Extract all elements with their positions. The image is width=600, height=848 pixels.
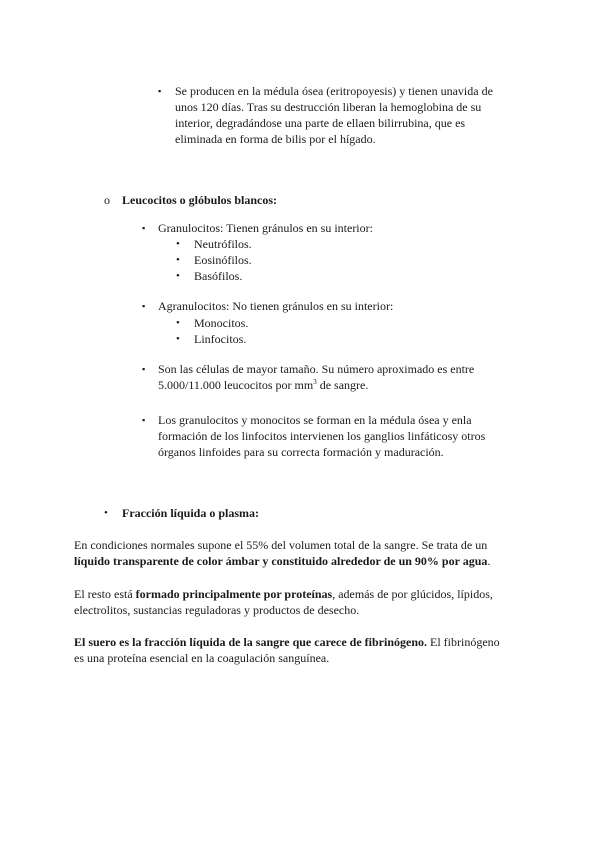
plasma-paragraph-2 [74,586,493,618]
text-line: interior, degradándose una parte de ellaen bilirrubina, que es [175,116,466,130]
text-line [74,553,490,569]
bold-text: líquido transparente de color ámbar y constituido alrededor de un 90% por agua [74,554,488,568]
erythrocytes-paragraph [175,83,493,147]
round-bullet-icon: • [104,507,108,519]
leucocitos-origin-paragraph [158,412,485,460]
text-run: El fibrinógeno [427,635,500,649]
text-run: El resto está [74,587,136,601]
list-item: Eosinófilos. [194,253,252,267]
text-line [158,377,474,393]
list-item: Neutrófilos. [194,237,252,251]
plasma-paragraph-3 [74,634,500,666]
round-bullet-icon: • [176,317,180,329]
round-bullet-icon: • [176,254,180,266]
text-line [74,586,493,602]
square-bullet-icon: ▪ [142,301,146,311]
bold-text: El suero es la fracción líquida de la sangre que carece de fibrinógeno. [74,635,427,649]
text-run: , además de por glúcidos, lípidos, [332,587,493,601]
round-bullet-icon: • [176,270,180,282]
granulocitos-intro: Granulocitos: Tienen gránulos en su interior: [158,221,373,235]
text-run: 5.000/11.000 leucocitos por mm [158,378,314,392]
square-bullet-icon: ▪ [142,364,146,374]
text-line: es una proteína esencial en la coagulación sanguínea. [74,651,330,665]
plasma-heading: Fracción líquida o plasma: [122,506,260,520]
text-line: eliminada en forma de bilis por el hígado. [175,132,376,146]
text-line: En condiciones normales supone el 55% del volumen total de la sangre. Se trata de un [74,538,488,552]
leucocitos-size-paragraph [158,361,474,393]
text-line [74,634,500,650]
text-line: Los granulocitos y monocitos se forman en la médula ósea y enla [158,413,472,427]
leucocitos-heading: Leucocitos o glóbulos blancos: [122,193,278,207]
square-bullet-icon: ▪ [142,415,146,425]
superscript: 3 [313,378,317,386]
square-bullet-icon: ▪ [158,86,162,96]
list-item: Linfocitos. [194,332,247,346]
agranulocitos-intro: Agranulocitos: No tienen gránulos en su interior: [158,299,394,313]
bold-text: formado principalmente por proteínas [135,587,333,601]
text-line: órganos linfoides para su correcta formación y maduración. [158,445,444,459]
text-line: unos 120 días. Tras su destrucción liberan la hemoglobina de su [175,100,482,114]
list-item: Basófilos. [194,269,243,283]
circle-bullet-icon: o [104,193,110,207]
list-item: Monocitos. [194,316,249,330]
text-run: . [487,554,491,568]
text-line: electrolitos, sustancias reguladoras y productos de desecho. [74,603,360,617]
text-line: formación de los linfocitos intervienen los ganglios linfáticosy otros [158,429,486,443]
text-line: Son las células de mayor tamaño. Su número aproximado es entre [158,362,475,376]
text-line: Se producen en la médula ósea (eritropoyesis) y tienen unavida de [175,84,493,98]
plasma-paragraph-1 [74,537,490,569]
square-bullet-icon: ▪ [142,223,146,233]
round-bullet-icon: • [176,333,180,345]
text-run: de sangre. [316,378,369,392]
round-bullet-icon: • [176,238,180,250]
